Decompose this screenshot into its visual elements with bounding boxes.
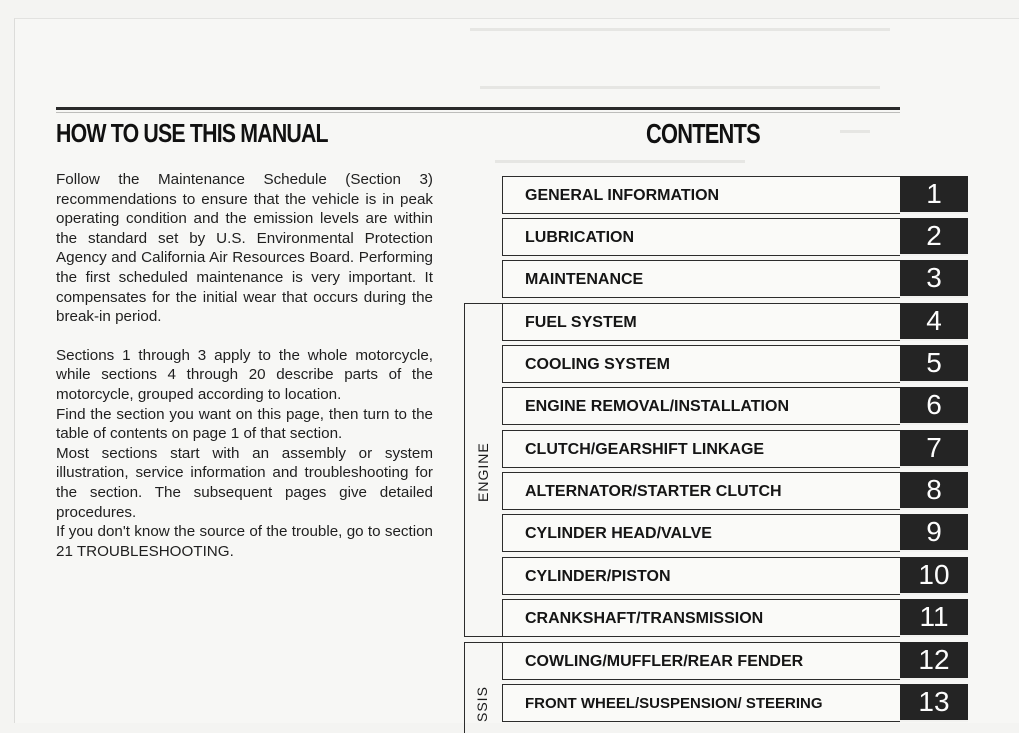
section-number-tab: 4 <box>900 303 968 341</box>
engine-group-label: ENGINE <box>475 442 491 502</box>
toc-entry-8[interactable] <box>502 472 968 510</box>
manual-heading: HOW TO USE THIS MANUAL <box>56 118 328 148</box>
section-number-tab: 12 <box>900 642 968 680</box>
toc-entry-title: GENERAL INFORMATION <box>502 176 900 214</box>
top-rule <box>56 107 900 110</box>
intro-paragraph: Most sections start with an assembly or system illustration, service information and troubleshooting for the section. The subsequent pages give detailed procedures. <box>56 444 433 521</box>
toc-entry-title: CLUTCH/GEARSHIFT LINKAGE <box>502 430 900 468</box>
toc-entry-title: CYLINDER HEAD/VALVE <box>502 514 900 552</box>
bleed-through-mark <box>480 86 880 89</box>
toc-entry-title: LUBRICATION <box>502 218 900 256</box>
intro-text <box>56 170 433 561</box>
toc-entry-5[interactable] <box>502 345 968 383</box>
toc-entry-title: CYLINDER/PISTON <box>502 557 900 595</box>
section-number-tab: 8 <box>900 472 968 510</box>
toc-entry-13[interactable] <box>502 684 968 722</box>
chassis-group-label: SSIS <box>474 686 490 722</box>
toc-entry-12[interactable] <box>502 642 968 680</box>
toc-entry-title: COWLING/MUFFLER/REAR FENDER <box>502 642 900 680</box>
section-number-tab: 2 <box>900 218 968 256</box>
toc-entry-10[interactable] <box>502 557 968 595</box>
toc-entry-title: ALTERNATOR/STARTER CLUTCH <box>502 472 900 510</box>
intro-paragraph: Follow the Maintenance Schedule (Section 3) recommendations to ensure that the vehicle is in peak operating condition and the emission levels are within the standard set by U.S. Environmental Protection Agency and California Air Resources Board. Performing the first scheduled maintenance is very important. It compensates for the initial wear that occurs during the break-in period. <box>56 171 433 326</box>
toc-entry-title: CRANKSHAFT/TRANSMISSION <box>502 599 900 637</box>
section-number-tab: 10 <box>900 557 968 595</box>
toc-entry-title: ENGINE REMOVAL/INSTALLATION <box>502 387 900 425</box>
toc-entry-title: MAINTENANCE <box>502 260 900 298</box>
bleed-through-mark <box>840 130 870 133</box>
top-rule-thin <box>56 112 900 113</box>
section-number-tab: 1 <box>900 176 968 214</box>
toc-entry-1[interactable] <box>502 176 968 214</box>
toc-entry-title: FUEL SYSTEM <box>502 303 900 341</box>
toc-entry-2[interactable] <box>502 218 968 256</box>
toc-entry-title: FRONT WHEEL/SUSPENSION/ STEERING <box>502 684 900 722</box>
bleed-through-mark <box>495 160 745 163</box>
section-number-tab: 11 <box>900 599 968 637</box>
section-number-tab: 7 <box>900 430 968 468</box>
section-number-tab: 3 <box>900 260 968 298</box>
intro-paragraph: Find the section you want on this page, then turn to the table of contents on page 1 of that section. <box>56 405 433 443</box>
intro-paragraph: Sections 1 through 3 apply to the whole motorcycle, while sections 4 through 20 describe parts of the motorcycle, grouped according to location. <box>56 346 433 403</box>
contents-heading: CONTENTS <box>646 118 760 149</box>
bleed-through-mark <box>470 28 890 31</box>
section-number-tab: 9 <box>900 514 968 552</box>
toc-entry-9[interactable] <box>502 514 968 552</box>
section-number-tab: 13 <box>900 684 968 722</box>
toc-entry-6[interactable] <box>502 387 968 425</box>
toc-entry-7[interactable] <box>502 430 968 468</box>
section-number-tab: 6 <box>900 387 968 425</box>
toc-entry-11[interactable] <box>502 599 968 637</box>
toc-entry-title: COOLING SYSTEM <box>502 345 900 383</box>
toc-entry-4[interactable] <box>502 303 968 341</box>
section-number-tab: 5 <box>900 345 968 383</box>
toc-entry-3[interactable] <box>502 260 968 298</box>
intro-paragraph: If you don't know the source of the trouble, go to section 21 TROUBLESHOOTING. <box>56 523 433 560</box>
